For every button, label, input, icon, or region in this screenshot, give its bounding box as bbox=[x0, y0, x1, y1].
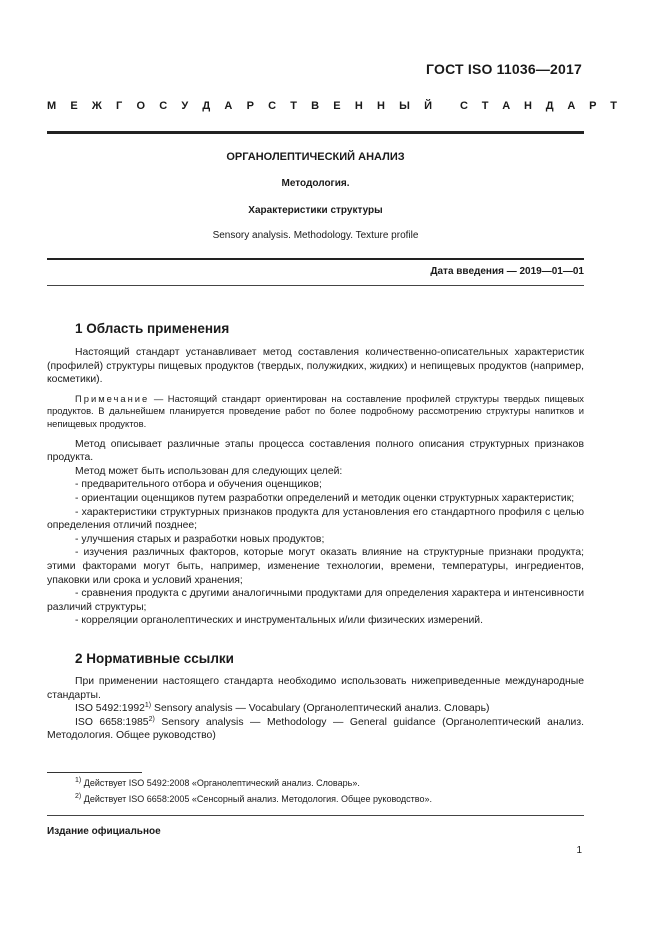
list-item: - изучения различных факторов, которые могут оказать влияние на структурные признаки продукта; этими факторами могут быть, например, изменение технологии, времени, температуры, ингредиентов, упаковки или срока и условий хранения; bbox=[47, 547, 584, 586]
heading-letter: Ы bbox=[399, 100, 410, 112]
heading-letter: Р bbox=[589, 100, 597, 112]
paragraph: При применении настоящего стандарта необходимо использовать нижеприведенные международные стандарты. bbox=[47, 676, 584, 701]
heading-letter: У bbox=[181, 100, 189, 112]
footnote-mark: 2) bbox=[148, 715, 155, 723]
interstate-word bbox=[47, 100, 446, 112]
document-subtitle-2: Характеристики структуры bbox=[248, 205, 383, 216]
note-label: Примечание bbox=[75, 392, 150, 404]
heading-letter: Е bbox=[70, 100, 78, 112]
footnote-text: Действует ISO 6658:2005 «Сенсорный анализ. Методология. Общее руководство». bbox=[81, 794, 432, 804]
heading-letter: Т bbox=[610, 100, 618, 112]
heading-letter: С bbox=[268, 100, 277, 112]
list-item: - предварительного отбора и обучения оценщиков; bbox=[75, 479, 322, 491]
heading-letter: А bbox=[567, 100, 576, 112]
title-rule bbox=[47, 258, 584, 260]
list-item: - сравнения продукта с другими аналогичными продуктами для определения характера и интенсивности различий структуры; bbox=[47, 588, 584, 613]
heading-letter: Д bbox=[202, 100, 211, 112]
document-subtitle-1: Методология. bbox=[281, 178, 350, 189]
heading-letter: М bbox=[47, 100, 57, 112]
header-rule bbox=[47, 131, 584, 134]
reference-title: Sensory analysis — Vocabulary (Органолептический анализ. Словарь) bbox=[151, 703, 490, 715]
heading-letter: А bbox=[224, 100, 233, 112]
heading-letter: С bbox=[159, 100, 168, 112]
footnote-2 bbox=[75, 794, 432, 804]
heading-letter: О bbox=[136, 100, 146, 112]
heading-letter: Н bbox=[354, 100, 363, 112]
effective-date: Дата введения — 2019—01—01 bbox=[430, 266, 584, 277]
list-item: - улучшения старых и разработки новых продуктов; bbox=[75, 533, 325, 545]
section-1-heading: 1 Область применения bbox=[75, 321, 230, 336]
standard-word bbox=[446, 100, 617, 112]
heading-letter: С bbox=[459, 100, 468, 112]
heading-letter: Т bbox=[290, 100, 297, 112]
heading-letter: Й bbox=[424, 100, 432, 112]
section-1-body bbox=[47, 346, 584, 628]
official-edition-label: Издание официальное bbox=[47, 826, 161, 837]
heading-letter: Г bbox=[116, 100, 123, 112]
heading-letter: Н bbox=[376, 100, 385, 112]
footer-rule bbox=[47, 815, 584, 816]
paragraph: Метод может быть использован для следующих целей: bbox=[75, 465, 343, 477]
heading-letter: Р bbox=[246, 100, 254, 112]
note bbox=[47, 393, 584, 431]
heading-letter: Е bbox=[333, 100, 341, 112]
footnote-text: Действует ISO 5492:2008 «Органолептический анализ. Словарь». bbox=[81, 778, 360, 788]
footnote-rule bbox=[47, 772, 142, 773]
reference-code: ISO 6658:1985 bbox=[75, 716, 149, 728]
reference-2 bbox=[47, 716, 584, 743]
reference-code: ISO 5492:1992 bbox=[75, 703, 145, 715]
heading-letter: В bbox=[311, 100, 320, 112]
reference-1 bbox=[47, 702, 584, 716]
footnote-mark: 1) bbox=[75, 777, 82, 784]
heading-letter: Ж bbox=[91, 100, 102, 112]
interstate-standard-heading bbox=[47, 100, 618, 112]
paragraph: Метод описывает различные этапы процесса составления полного описания структурных признаков продукта. bbox=[47, 438, 584, 464]
section-2-body bbox=[47, 675, 584, 743]
date-rule bbox=[47, 285, 584, 286]
note-text: — Настоящий стандарт ориентирован на составление профилей структуры твердых пищевых продуктов. В дальнейшем планируется проведение работ по более подробному рассмотрению структуры напитков и непищевых продуктов. bbox=[47, 392, 584, 429]
standard-number: ГОСТ ISO 11036—2017 bbox=[426, 61, 582, 77]
heading-letter: Н bbox=[524, 100, 532, 112]
footnote-mark: 1) bbox=[144, 702, 152, 710]
heading-letter: Т bbox=[481, 100, 489, 112]
list-item: - корреляции органолептических и инструментальных и/или физических измерений. bbox=[75, 615, 483, 627]
reference-title: Sensory analysis — Methodology — General guidance (Органолептический анализ. Методология. Общее руководство) bbox=[47, 716, 585, 742]
paragraph: Настоящий стандарт устанавливает метод составления количественно-описательных характеристик (профилей) структуры пищевых продуктов (твердых, полужидких, жидких) и непищевых продуктов (например, косметики). bbox=[47, 347, 584, 386]
list-item: - ориентации оценщиков путем разработки определений и методик оценки структурных характеристик; bbox=[75, 492, 575, 504]
document-title: ОРГАНОЛЕПТИЧЕСКИЙ АНАЛИЗ bbox=[226, 151, 405, 163]
english-title: Sensory analysis. Methodology. Texture profile bbox=[212, 230, 419, 241]
list-item: - характеристики структурных признаков продукта для установления его стандартного профиля с целью определения отличий позднее; bbox=[47, 506, 584, 532]
heading-letter: А bbox=[502, 100, 511, 112]
page-number: 1 bbox=[576, 845, 582, 856]
footnote-mark: 2) bbox=[75, 793, 82, 800]
footnote-1 bbox=[75, 778, 360, 788]
heading-letter: Д bbox=[545, 100, 554, 112]
section-2-heading: 2 Нормативные ссылки bbox=[75, 651, 234, 666]
